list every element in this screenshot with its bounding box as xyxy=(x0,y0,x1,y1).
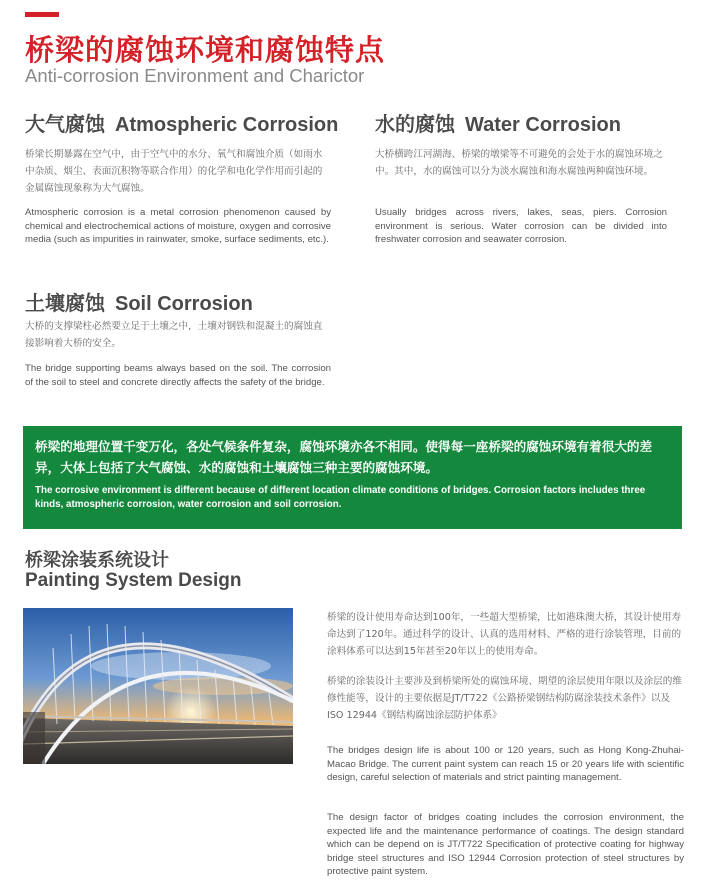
atmospheric-title-en: Atmospheric Corrosion xyxy=(115,114,339,136)
painting-body-cn-1: 桥梁的设计使用寿命达到100年，一些超大型桥梁，比如港珠澳大桥，其设计使用寿命达到了120年。通过科学的设计、认真的选用材料、严格的进行涂装管理，目前的涂料体系可以达到15年甚至20年以上的使用寿命。 xyxy=(327,612,682,657)
painting-title-en: Painting System Design xyxy=(25,570,242,591)
soil-body-cn: 大桥的支撑梁柱必然要立足于土壤之中，土壤对钢铁和混凝土的腐蚀直接影响着大桥的安全。 xyxy=(25,321,323,349)
page-title-cn: 桥梁的腐蚀环境和腐蚀特点 xyxy=(25,33,386,67)
painting-body-en-1: The bridges design life is about 100 or 120 years, such as Hong Kong-Zhuhai-Macao Bridge. The current paint system can reach 15 or 20 years life with scientific design, careful selection of materials and strict painting management. xyxy=(327,745,684,783)
water-body-cn: 大桥横跨江河湖海、桥梁的墩梁等不可避免的会处于水的腐蚀环境之中。其中，水的腐蚀可以分为淡水腐蚀和海水腐蚀两种腐蚀环境。 xyxy=(375,149,663,177)
atmospheric-heading xyxy=(25,108,338,137)
water-title-en: Water Corrosion xyxy=(465,114,621,136)
painting-body-cn-2: 桥梁的涂装设计主要涉及到桥梁所处的腐蚀环境、期望的涂层使用年限以及涂层的维修性能等，设计的主要依据是JT/T722《公路桥梁钢结构防腐涂装技术条件》以及ISO 12944《钢结构腐蚀涂层防护体系》 xyxy=(327,676,682,721)
soil-body-en: The bridge supporting beams always based on the soil. The corrosion of the soil to steel and concrete directly affects the safety of the bridge. xyxy=(25,363,331,388)
water-title-cn: 水的腐蚀 xyxy=(375,112,455,136)
page-title-en: Anti-corrosion Environment and Charictor xyxy=(25,65,365,86)
painting-body-en-2: The design factor of bridges coating includes the corrosion environment, the expected life and the maintenance performance of coatings. The design standard which can be depend on is JT/T722 Specification of protective coating for highway bridge steel structures and ISO 12944 Corrosion protection of steel structures by protective paint system. xyxy=(327,812,684,877)
summary-box xyxy=(23,426,682,529)
bridge-photo xyxy=(23,608,293,764)
atmospheric-title-cn: 大气腐蚀 xyxy=(25,112,105,136)
soil-title-en: Soil Corrosion xyxy=(115,293,253,315)
atmospheric-body-en: Atmospheric corrosion is a metal corrosion phenomenon caused by chemical and electrochemical actions of moisture, oxygen and corrosive media (such as impurities in rainwater, smoke, surface sediments, etc.). xyxy=(25,207,331,245)
summary-text-en: The corrosive environment is different because of different location climate conditions of bridges. Corrosion factors includes three kinds, atmospheric corrosion, water corrosion and soil corrosion. xyxy=(35,485,646,510)
accent-bar xyxy=(25,12,59,17)
water-body-en: Usually bridges across rivers, lakes, seas, piers. Corrosion environment is serious. Water corrosion can be divided into freshwater corrosion and seawater corrosion. xyxy=(375,207,667,245)
summary-text-cn: 桥梁的地理位置千变万化，各处气候条件复杂，腐蚀环境亦各不相同。使得每一座桥梁的腐蚀环境有着很大的差异，大体上包括了大气腐蚀、水的腐蚀和土壤腐蚀三种主要的腐蚀环境。 xyxy=(35,439,653,475)
painting-title-cn: 桥梁涂装系统设计 xyxy=(25,550,169,571)
water-heading xyxy=(375,108,621,137)
soil-title-cn: 土壤腐蚀 xyxy=(25,291,105,315)
atmospheric-body-cn: 桥梁长期暴露在空气中，由于空气中的水分、氧气和腐蚀介质（如雨水中杂质、烟尘、表面沉积物等联合作用）的化学和电化学作用而引起的金属腐蚀现象称为大气腐蚀。 xyxy=(25,149,323,194)
soil-heading xyxy=(25,287,253,316)
